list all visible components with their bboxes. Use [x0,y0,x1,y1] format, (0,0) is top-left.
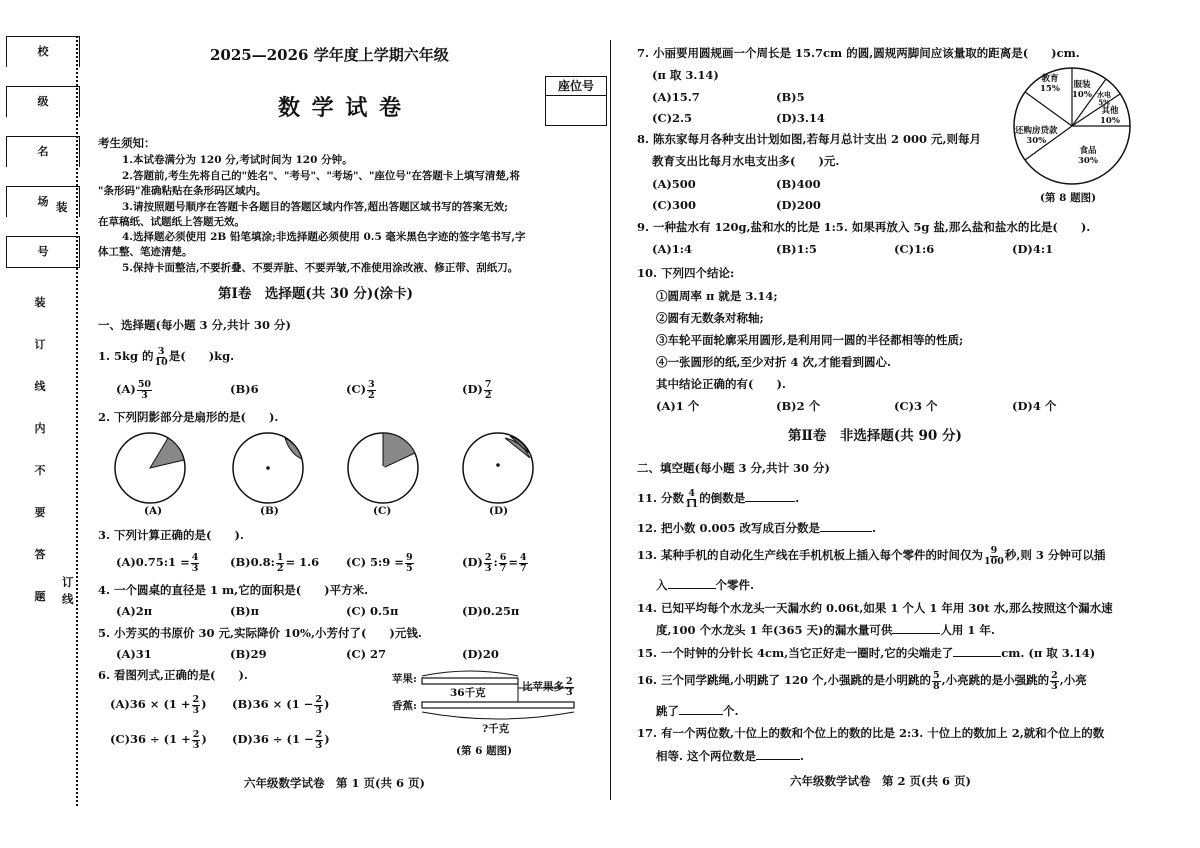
pie-label-other: 其他 10% [1100,106,1120,126]
question-2: 2. 下列阴影部分是扇形的是( ). [98,410,279,424]
q3-option-c: (C) 5:9 = $\frac{9}{5}$ [346,551,413,574]
answer-blank[interactable] [756,759,800,760]
page-divider [610,40,611,800]
seat-number-box [545,76,607,126]
q2-label-a: (A) [144,505,163,517]
q9-option-b: (B)1:5 [776,242,817,256]
section-2-title: 第Ⅱ卷 非选择题(共 90 分) [788,428,962,444]
notice-line: 1.本试卷满分为 120 分,考试时间为 120 分钟。 [122,154,353,166]
answer-blank[interactable] [953,656,1001,657]
notice-line: 在草稿纸、试题纸上答题无效。 [98,216,245,228]
question-10: 10. 下列四个结论: [637,266,735,280]
question-16: 16. 三个同学跳绳,小明跳了 120 个,小强跳的是小明跳的 $\frac{5}{8}$ ,小亮跳的是小强跳的 $\frac{2}{3}$ ,小亮 [637,669,1087,692]
question-5: 5. 小芳买的书原价 30 元,实际降价 10%,小芳付了( )元钱. [98,626,422,640]
q8-option-a: (A)500 [652,177,696,191]
banana-unknown: ?千克 [482,723,510,735]
q8-option-c: (C)300 [652,198,697,212]
section-1-title: 第Ⅰ卷 选择题(共 30 分)(涂卡) [218,286,414,302]
q1-option-b: (B)6 [230,382,259,396]
exam-subject-title: 数 学 试 卷 [278,95,403,121]
question-9: 9. 一种盐水有 120g,盐和水的比是 1:5. 如果再放入 5g 盐,那么盐和盐水的比是( ). [637,220,1091,234]
figure-b [233,433,303,503]
answer-blank[interactable] [892,633,940,634]
apple-weight: 36千克 [450,687,486,699]
part-1-heading: 一、选择题(每小题 3 分,共计 30 分) [98,318,291,332]
pie-label-clothing: 服装 10% [1072,80,1092,100]
pie-caption: (第 8 题图) [1040,192,1097,204]
binding-dotted-line [76,36,78,806]
page-1-footer: 六年级数学试卷 第 1 页(共 6 页) [244,776,425,790]
q9-option-c: (C)1:6 [894,242,935,256]
q1-option-c: (C) $\frac{3}{2}$ [346,378,375,401]
no-answer-note: 装 订 线 内 不 要 答 题 [34,296,46,603]
q3-option-a: (A)0.75:1 = $\frac{4}{3}$ [116,551,199,574]
name-field: 名 [6,136,80,167]
xian-mark: 线 [62,592,74,606]
pie-label-utilities: 水电 5% [1097,90,1111,107]
q4-option-d: (D)0.25π [462,604,520,618]
answer-blank[interactable] [745,501,795,502]
q9-option-a: (A)1:4 [652,242,693,256]
page-2-footer: 六年级数学试卷 第 2 页(共 6 页) [790,774,971,788]
school-field: 校 [6,36,80,67]
q8-option-b: (B)400 [776,177,821,191]
seat-number-label: 座位号 [546,77,606,96]
q7-option-c: (C)2.5 [652,111,693,125]
question-12: 12. 把小数 0.005 改写成百分数是 . [637,521,877,535]
question-14-line2: 度,100 个水龙头 1 年(365 天)的漏水量可供 人用 1 年. [656,623,995,637]
answer-blank[interactable] [820,531,872,532]
q10-option-c: (C)3 个 [894,399,938,413]
q6-caption: (第 6 题图) [456,745,513,757]
question-13: 13. 某种手机的自动化生产线在手机机板上插入每个零件的时间仅为 $\frac{9}{100}$ 秒,则 3 分钟可以插 [637,544,1106,567]
exam-number-field: 号 [6,236,80,268]
question-16-line2: 跳了 个. [656,704,739,718]
notice-title: 考生须知： [98,136,156,150]
banana-label: 香蕉: [392,700,417,712]
question-17: 17. 有一个两位数,十位上的数和个位上的数的比是 2:3. 十位上的数加上 2,就和个位上的数 [637,726,1105,740]
q6-option-d: (D)36 ÷ (1 − $\frac{2}{3}$ ) [232,728,330,751]
notice-line: "条形码"准确粘贴在条形码区域内。 [98,185,267,197]
q4-option-c: (C) 0.5π [346,604,399,618]
exam-year-title: 2025—2026 学年度上学期六年级 [210,46,449,64]
question-8-line2: 教育支出比每月水电支出多( )元. [652,154,840,168]
q7-option-a: (A)15.7 [652,90,700,104]
q10-statement: ②圆有无数条对称轴; [656,311,764,325]
more-than-apple: 比苹果多 $\frac{2}{3}$ [522,675,573,698]
q3-option-d: (D) $\frac{2}{3}$ : $\frac{6}{7}$ = $\frac{4}{7}$ [462,551,527,574]
apple-label: 苹果: [392,673,417,685]
pie-label-mortgage: 还购房贷款 30% [1015,126,1058,146]
q10-ask: 其中结论正确的有( ). [656,377,786,391]
question-8: 8. 陈东家每月各种支出计划如图,若每月总计支出 2 000 元,则每月 [637,132,982,146]
figure-c [348,433,418,503]
ding-mark: 订 [62,575,74,589]
class-field: 级 [6,86,80,117]
pie-label-food: 食品 30% [1078,146,1098,166]
q4-option-b: (B)π [230,604,260,618]
q10-option-d: (D)4 个 [1012,399,1057,413]
q8-option-d: (D)200 [776,198,821,212]
q3-option-b: (B)0.8: $\frac{1}{2}$ = 1.6 [230,551,320,574]
q10-statement: ④一张圆形的纸,至少对折 4 次,才能看到圆心. [656,355,892,369]
question-13-line2: 入 个零件. [656,578,755,592]
q7-option-b: (B)5 [776,90,805,104]
q2-label-c: (C) [373,505,392,517]
figure-a [115,433,185,503]
question-11: 11. 分数 $\frac{4}{11}$ 的倒数是 . [637,487,800,510]
q5-option-d: (D)20 [462,647,499,661]
q6-option-a: (A)36 × (1 + $\frac{2}{3}$ ) [110,693,207,716]
q5-option-a: (A)31 [116,647,152,661]
figure-d [463,433,533,503]
q1-option-d: (D) $\frac{7}{2}$ [462,378,492,401]
q5-option-b: (B)29 [230,647,267,661]
q6-option-b: (B)36 × (1 − $\frac{2}{3}$ ) [232,693,330,716]
q10-statement: ①圆周率 π 就是 3.14; [656,289,778,303]
q7-option-d: (D)3.14 [776,111,825,125]
notice-line: 体工整、笔迹清楚。 [98,246,193,258]
answer-blank[interactable] [679,714,723,715]
q10-option-b: (B)2 个 [776,399,821,413]
question-17-line2: 相等. 这个两位数是 . [656,749,805,763]
q10-option-a: (A)1 个 [656,399,700,413]
q5-option-c: (C) 27 [346,647,387,661]
q6-option-c: (C)36 ÷ (1 + $\frac{2}{3}$ ) [110,728,207,751]
question-14: 14. 已知平均每个水龙头一天漏水约 0.06t,如果 1 个人 1 年用 30t 水,那么按照这个漏水速 [637,601,1113,615]
question-4: 4. 一个圆桌的直径是 1 m,它的面积是( )平方米. [98,583,369,597]
notice-line: 4.选择题必须使用 2B 铅笔填涂;非选择题必须使用 0.5 毫米黑色字迹的签字笔书写,字 [122,231,526,243]
q2-label-d: (D) [489,505,509,517]
q1-option-a: (A) $\frac{50}{3}$ [116,378,152,401]
q2-label-b: (B) [260,505,279,517]
notice-line: 2.答题前,考生先将自己的"姓名"、"考号"、"考场"、"座位号"在答题卡上填写清楚,将 [122,170,521,182]
question-1: 1. 5kg 的 $\frac{3}{10}$ 是( )kg. [98,345,235,368]
notice-line: 3.请按照题号顺序在答题卡各题目的答题区域内作答,超出答题区域书写的答案无效; [122,201,508,213]
q4-option-a: (A)2π [116,604,153,618]
fraction: $\frac{3}{10}$ [154,345,168,368]
question-7: 7. 小丽要用圆规画一个周长是 15.7cm 的圆,圆规两脚间应该量取的距离是( )cm. [637,46,1080,60]
question-15: 15. 一个时钟的分针长 4cm,当它正好走一圈时,它的尖端走了 cm. (π 取 3.14) [637,646,1096,660]
q2-sector-figures [100,428,600,520]
pie-label-education: 教育 15% [1040,74,1060,94]
zhuang-mark: 装 [56,200,68,214]
q9-option-d: (D)4:1 [1012,242,1054,256]
notice-line: 5.保持卡面整洁,不要折叠、不要弄脏、不要弄皱,不准使用涂改液、修正带、刮纸刀。 [122,262,519,274]
answer-blank[interactable] [668,588,716,589]
q10-statement: ③车轮平面轮廓采用圆形,是利用同一圆的半径都相等的性质; [656,333,964,347]
question-3: 3. 下列计算正确的是( ). [98,528,244,542]
part-2-heading: 二、填空题(每小题 3 分,共计 30 分) [637,461,830,475]
question-6: 6. 看图列式,正确的是( ). [98,668,248,682]
q7-pi-note: (π 取 3.14) [652,68,719,82]
exam-room-field: 场 [6,186,80,217]
